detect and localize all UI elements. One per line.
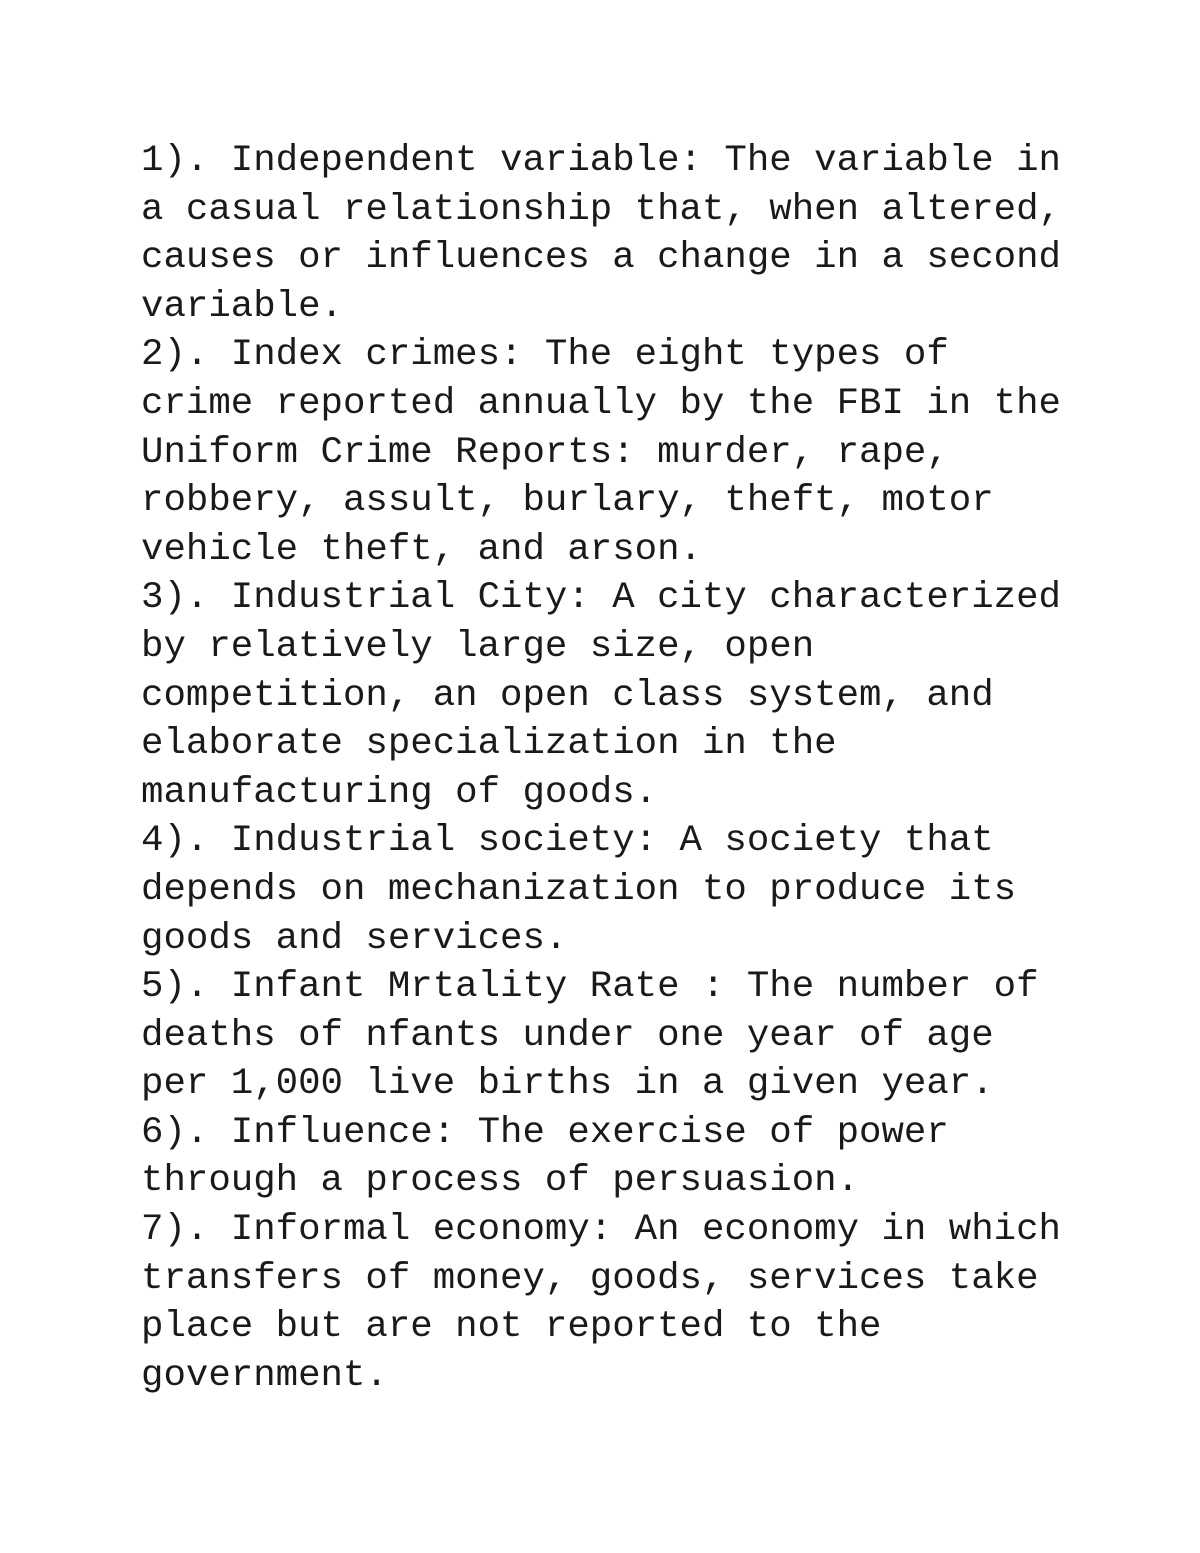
text-line: place but are not reported to the <box>141 1306 882 1349</box>
text-line: elaborate specialization in the <box>141 723 837 766</box>
text-line: variable. <box>141 285 343 328</box>
text-line: by relatively large size, open <box>141 625 815 668</box>
text-line: vehicle theft, and arson. <box>141 528 702 571</box>
text-line: through a process of persuasion. <box>141 1160 860 1203</box>
text-line: goods and services. <box>141 917 568 960</box>
text-line: deaths of nfants under one year of age <box>141 1014 994 1057</box>
text-line: per 1,000 live births in a given year. <box>141 1063 994 1106</box>
text-line: government. <box>141 1354 388 1397</box>
text-line: Uniform Crime Reports: murder, rape, <box>141 431 949 474</box>
text-line: 6). Influence: The exercise of power <box>141 1111 949 1154</box>
text-line: robbery, assult, burlary, theft, motor <box>141 480 994 523</box>
text-line: 3). Industrial City: A city characterized <box>141 577 1061 620</box>
text-line: competition, an open class system, and <box>141 674 994 717</box>
text-line: depends on mechanization to produce its <box>141 868 1017 911</box>
text-line: 2). Index crimes: The eight types of <box>141 334 949 377</box>
definitions-text <box>141 137 1141 1400</box>
text-line: a casual relationship that, when altered, <box>141 188 1061 231</box>
text-line: manufacturing of goods. <box>141 771 658 814</box>
text-line: crime reported annually by the FBI in the <box>141 382 1061 425</box>
text-line: 5). Infant Mrtality Rate : The number of <box>141 966 1039 1009</box>
text-line: 4). Industrial society: A society that <box>141 820 994 863</box>
text-line: causes or influences a change in a second <box>141 237 1061 280</box>
text-line: transfers of money, goods, services take <box>141 1257 1039 1300</box>
text-line: 1). Independent variable: The variable in <box>141 140 1061 182</box>
text-line: 7). Informal economy: An economy in which <box>141 1209 1061 1252</box>
